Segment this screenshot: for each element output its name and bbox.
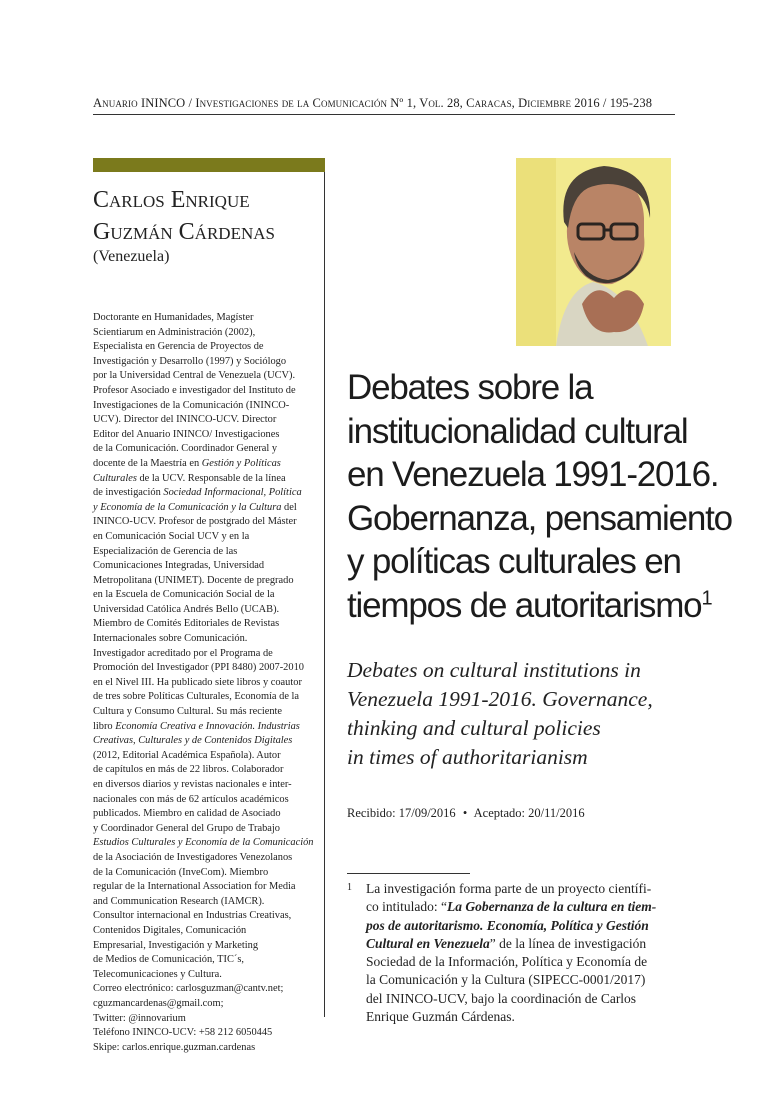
bio-line: (2012, Editorial Académica Española). Autor	[93, 749, 281, 761]
footnote-rule	[347, 873, 470, 874]
footnote-emphasis: La Gobernanza de la cultura en tiem-	[446, 899, 657, 915]
bio-line: and Communication Research (IAMCR).	[93, 895, 265, 907]
title-line: y políticas culturales en	[347, 542, 681, 581]
bio-line: de tres sobre Políticas Culturales, Economía de la	[93, 691, 300, 703]
bio-italic: Creativas, Culturales y de Contenidos Digitales	[93, 735, 293, 747]
author-bio	[93, 311, 320, 1055]
bio-line: Investigaciones de la Comunicación (ININCO-	[93, 399, 290, 411]
bio-line: Profesor Asociado e investigador del Instituto de	[93, 384, 296, 396]
bio-line	[93, 836, 320, 851]
bio-line: Scientiarum en Administración (2002),	[93, 326, 256, 338]
bio-italic: Economía Creativa e Innovación. Industrias	[115, 720, 300, 732]
received-date: Recibido: 17/09/2016	[347, 806, 456, 820]
footnote-line	[366, 935, 678, 953]
bio-line: publicados. Miembro en calidad de Asociado	[93, 808, 281, 820]
bio-line	[93, 472, 320, 487]
bio-line: Especialista en Gerencia de Proyectos de	[93, 341, 264, 353]
bio-line	[93, 501, 320, 516]
bio-line: Contenidos Digitales, Comunicación	[93, 924, 247, 936]
footnote-line: Enrique Guzmán Cárdenas.	[366, 1009, 515, 1025]
footnote-number: 1	[347, 882, 352, 893]
bio-italic: y Economía de la Comunicación y la Cultura	[93, 501, 282, 513]
article-title	[347, 366, 732, 627]
bio-italic: Estudios Culturales y Economía de la Comunicación	[93, 837, 314, 849]
subtitle-line: in times of authoritarianism	[347, 745, 588, 769]
title-line: en Venezuela 1991-2016.	[347, 455, 719, 494]
running-header: Anuario ININCO / Investigaciones de la Comunicación Nº 1, Vol. 28, Caracas, Diciembre 2016 / 195-238	[93, 96, 653, 110]
bio-text: de la UCV. Responsable de la línea	[136, 472, 286, 484]
title-line-text: tiempos de autoritarismo	[347, 585, 702, 625]
author-name	[93, 184, 323, 248]
footnote-text: ” de la línea de investigación	[489, 935, 647, 951]
author-name-line2: Guzmán Cárdenas	[93, 219, 275, 245]
bio-line: Teléfono ININCO-UCV: +58 212 6050445	[93, 1027, 273, 1039]
subtitle-line: Debates on cultural institutions in	[347, 658, 641, 682]
bio-line: en diversos diarios y revistas nacionales e inter-	[93, 779, 292, 790]
bio-line: Consultor internacional en Industrias Creativas,	[93, 910, 292, 922]
bio-text: de investigación	[93, 487, 164, 499]
footnote-line: Sociedad de la Información, Política y Economía de	[366, 954, 648, 970]
bio-line: Doctorante en Humanidades, Magíster	[93, 312, 254, 323]
bio-text: docente de la Maestría en	[93, 457, 202, 469]
footnote-emphasis: Cultural en Venezuela	[366, 935, 490, 951]
column-divider	[324, 172, 325, 1017]
bio-line: Internacionales sobre Comunicación.	[93, 633, 248, 645]
bio-italic: Sociedad Informacional, Política	[163, 487, 302, 499]
author-name-line1: Carlos Enrique	[93, 187, 250, 213]
bio-line: Empresarial, Investigación y Marketing	[93, 939, 259, 951]
author-photo	[516, 158, 671, 346]
bio-line: Especialización de Gerencia de las	[93, 545, 238, 557]
bio-line: Metropolitana (UNIMET). Docente de pregrado	[93, 574, 294, 586]
bio-line: Comunicaciones Integradas, Universidad	[93, 560, 265, 572]
olive-accent-bar	[93, 158, 325, 172]
accepted-date: Aceptado: 20/11/2016	[473, 806, 585, 820]
bio-line: por la Universidad Central de Venezuela (UCV).	[93, 370, 296, 382]
bio-line	[93, 720, 320, 735]
bio-line: de la Asociación de Investigadores Venezolanos	[93, 851, 293, 863]
bio-line: de la Comunicación. Coordinador General y	[93, 443, 278, 455]
bio-text: del	[281, 501, 297, 513]
footnote-emphasis: pos de autoritarismo. Economía, Política y Gestión	[366, 917, 649, 933]
subtitle-line: Venezuela 1991-2016. Governance,	[347, 687, 653, 711]
bio-line: nacionales con más de 62 artículos académicos	[93, 793, 289, 805]
bio-line: en Comunicación Social UCV y en la	[93, 530, 250, 542]
bio-line: Correo electrónico: carlosguzman@cantv.net;	[93, 983, 284, 995]
author-portrait-illustration	[516, 158, 671, 346]
bio-line: Investigador acreditado por el Programa de	[93, 647, 273, 659]
footnote-reference: 1	[701, 586, 713, 609]
bio-line: regular de la International Association for Media	[93, 881, 296, 893]
bio-line: en la Escuela de Comunicación Social de la	[93, 589, 275, 601]
title-line: Debates sobre la	[347, 368, 593, 407]
footnote-line: La investigación forma parte de un proyecto científi-	[366, 881, 652, 896]
english-title	[347, 656, 677, 772]
bio-line: y Coordinador General del Grupo de Trabajo	[93, 822, 280, 834]
bio-line: Cultura y Consumo Cultural. Su más reciente	[93, 706, 283, 718]
footnote	[366, 880, 678, 1026]
footnote-line: la Comunicación y la Cultura (SIPECC-0001/2017)	[366, 972, 646, 988]
bio-line	[93, 734, 320, 749]
footnote-line: del ININCO-UCV, bajo la coordinación de Carlos	[366, 990, 637, 1006]
bio-line: de capítulos en más de 22 libros. Colaborador	[93, 764, 284, 776]
author-country: (Venezuela)	[93, 248, 170, 265]
bio-line: Investigación y Desarrollo (1997) y Sociólogo	[93, 355, 287, 367]
bio-line: en el Nivel III. Ha publicado siete libros y coautor	[93, 676, 302, 688]
bio-line	[93, 457, 320, 472]
bio-line: UCV). Director del ININCO-UCV. Director	[93, 414, 277, 426]
bio-line: Universidad Católica Andrés Bello (UCAB).	[93, 603, 280, 615]
title-line	[347, 584, 713, 628]
footnote-line	[366, 898, 678, 916]
bio-line: de Medios de Comunicación, TIC´s,	[93, 954, 245, 966]
bullet-separator: •	[462, 806, 468, 820]
bio-line: Skipe: carlos.enrique.guzman.cardenas	[93, 1041, 256, 1053]
bio-text: libro	[93, 720, 116, 732]
bio-line: de la Comunicación (InveCom). Miembro	[93, 866, 269, 878]
bio-italic: Culturales	[93, 472, 137, 484]
bio-line: ININCO-UCV. Profesor de postgrado del Máster	[93, 516, 297, 528]
bio-line: Editor del Anuario ININCO/ Investigaciones	[93, 428, 280, 440]
footnote-line	[366, 917, 678, 935]
header-rule	[93, 114, 675, 115]
bio-italic: Gestión y Políticas	[201, 457, 281, 469]
bio-line	[93, 486, 320, 501]
bio-line: Twitter: @innovarium	[93, 1012, 186, 1024]
footnote-text: co intitulado: “	[366, 899, 447, 915]
bio-line: Miembro de Comités Editoriales de Revistas	[93, 618, 280, 630]
bio-line: cguzmancardenas@gmail.com;	[93, 997, 224, 1009]
title-line: Gobernanza, pensamiento	[347, 498, 732, 538]
submission-dates	[347, 806, 585, 821]
title-line: institucionalidad cultural	[347, 411, 688, 451]
bio-line: Promoción del Investigador (PPI 8480) 2007-2010	[93, 662, 304, 674]
subtitle-line: thinking and cultural policies	[347, 716, 601, 740]
bio-line: Telecomunicaciones y Cultura.	[93, 968, 222, 980]
